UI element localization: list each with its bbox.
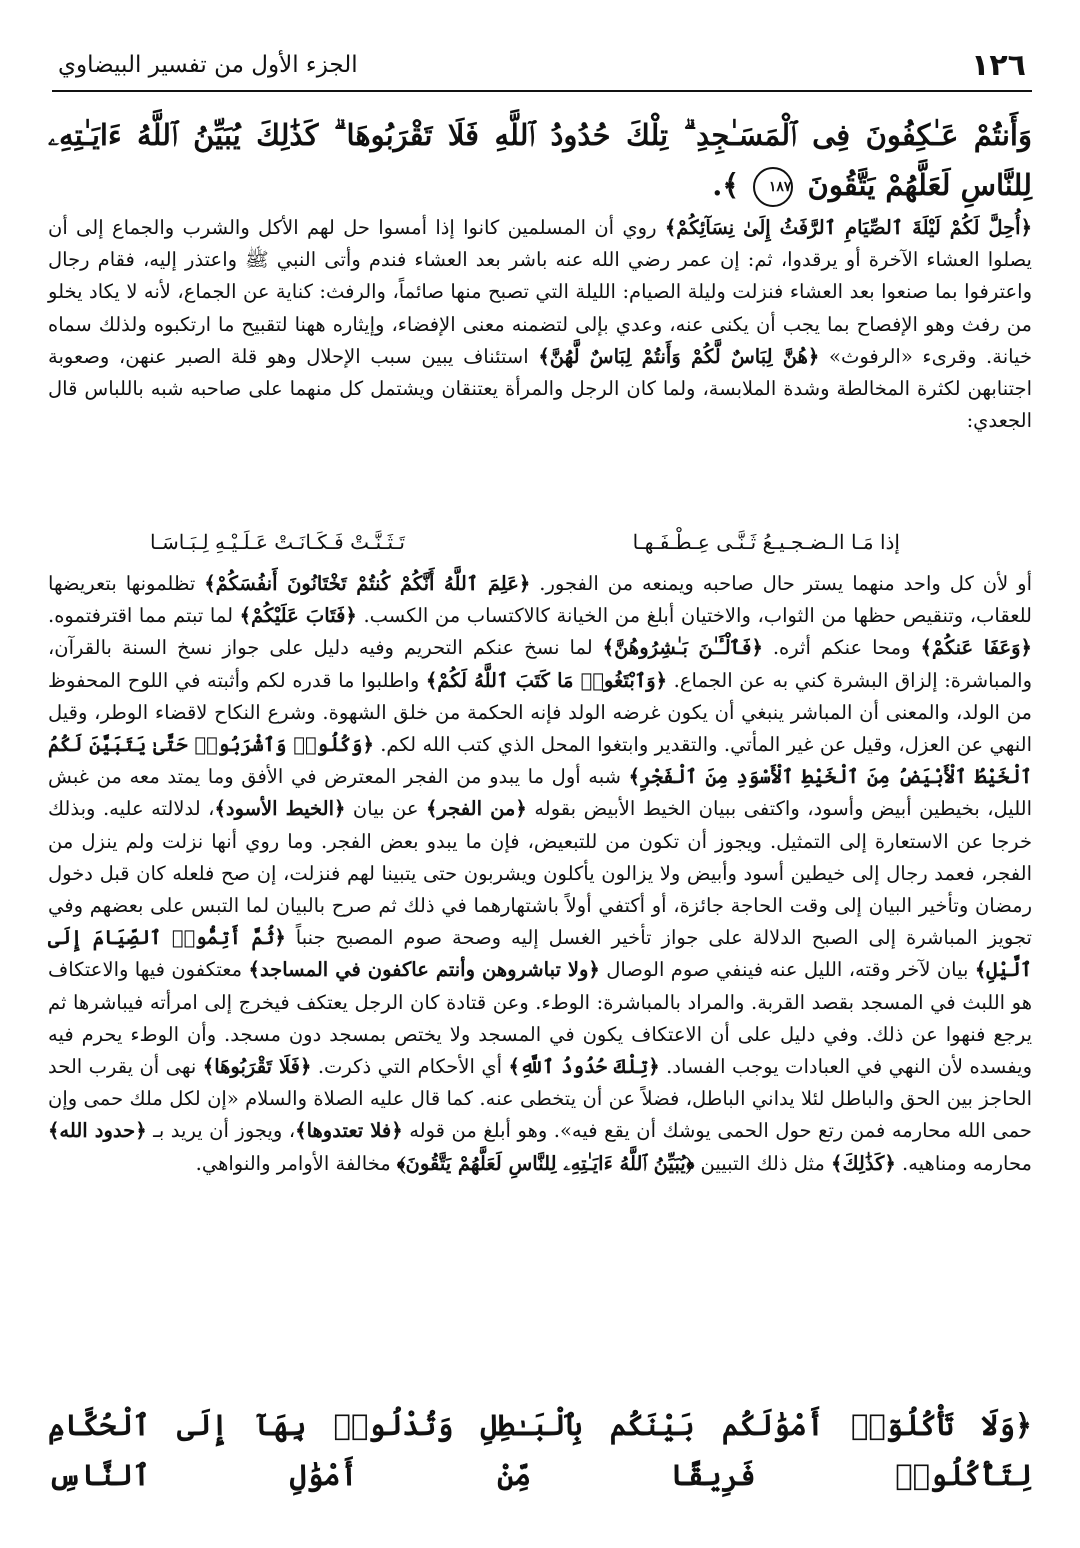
quoted-verse: ﴿فَلَا تَقْرَبُوهَا﴾ — [202, 1055, 312, 1079]
verse-top-text: وَأَنتُمْ عَـٰكِفُونَ فِى ٱلْمَسَـٰجِدِ ۗ تِلْكَ حُدُودُ ٱللَّهِ فَلَا تَقْرَبُوهَا ۗ كَذَٰلِكَ يُبَيِّنُ ٱللَّهُ ءَايَـٰتِهِۦ لِلنَّاسِ لَعَلَّهُمْ يَتَّقُونَ — [48, 118, 1032, 202]
commentary-text: أو لأن كل واحد منهما يستر حال صاحبه ويمنعه من الفجور. — [530, 572, 1033, 595]
commentary-text: لما تبتم مما اقترفتموه. — [48, 604, 240, 628]
commentary-text: عن بيان — [345, 797, 426, 821]
quoted-verse: ﴿وَعَفَا عَنكُمْ﴾ — [920, 636, 1032, 660]
quoted-verse: ﴿ولا تباشروهن وأنتم عاكفون في المساجد﴾ — [248, 958, 600, 982]
commentary-text: نهى أن يقرب الحد الحاجز بين الحق والباطل لئلا يداني الباطل، فضلاً عن أن يتخطى عنه. كما قال عليه الصلاة والسلام «إن لكل ملك حمى وإن حمى الله محارمه فمن رتع حول الحمى يوشك أن يقع فيه». وهو أبلغ من قوله — [48, 1055, 1032, 1143]
quoted-verse: ﴿من الفجر﴾ — [426, 797, 527, 821]
commentary-text: مخالفة الأوامر والنواهي. — [195, 1151, 397, 1175]
quoted-verse: ﴿ثُمَّ أَتِمُّوا۟ ٱلصِّيَامَ إِلَى ٱلَّيْلِ﴾ — [48, 926, 1032, 982]
quoted-verse: ﴿الخيط الأسود﴾ — [214, 797, 346, 821]
quoted-verse: ﴿وَٱبْتَغُوا۟ مَا كَتَبَ ٱللَّهُ لَكُمْ﴾ — [425, 668, 668, 692]
commentary-text: أي الأحكام التي ذكرت. — [311, 1055, 509, 1079]
quoted-verse: ﴿تِلْكَ حُدُودُ ٱللَّهِ﴾ — [508, 1055, 660, 1079]
commentary-text: ، لدلالته عليه. وبذلك خرجا عن الاستعارة إلى التمثيل. ويجوز أن تكون من للتبعيض، فإن ما يبدو بعض الفجر. وما روي أنها نزلت ولم ينزل من الفجر، فعمد رجال إلى خيطين أسود وأبيض ولا يزالون يأكلون ويشربون حتى يتبينا لهم فنزلت، إن صح فلعله كان قبل دخول رمضان وتأخير البيان إلى وقت الحاجة جائزة، أو أكتفي أولاً باشتهارهما في ذلك ثم صرح بالبيان لما التبس على بعضهم وفي تجويز المباشرة إلى الصبح الدلالة على جواز تأخير الغسل إليه وصحة صوم المصبح جنباً — [48, 797, 1032, 950]
quoted-verse: ﴿هُنَّ لِبَاسٌ لَّكُمْ وَأَنتُمْ لِبَاسٌ لَّهُنَّ﴾ — [538, 344, 820, 368]
commentary-text: لما نسخ عنكم التحريم وفيه دليل على جواز نسخ السنة بالقرآن، والمباشرة: إلزاق البشرة كني به عن الجماع. — [48, 636, 1032, 692]
quoted-verse: ﴿يُبَيِّنُ ٱللَّهُ ءَايَـٰتِهِۦ لِلنَّاسِ لَعَلَّهُمْ يَتَّقُونَ﴾ — [396, 1151, 695, 1175]
commentary-section-2 — [48, 568, 1032, 1180]
verse-top-closing: ﴾. — [712, 168, 740, 202]
commentary-text: ومحا عنكم أثره. — [762, 636, 921, 660]
quoted-verse: ﴿فلا تعتدوها﴾ — [295, 1119, 403, 1143]
commentary-section-1 — [48, 212, 1032, 437]
commentary-text: شبه أول ما يبدو من الفجر المعترض في الأفق وما يمتد معه من غبش الليل، بخيطين أبيض وأسود، واكتفى ببيان الخيط الأبيض بقوله — [48, 765, 1033, 821]
commentary-paragraph — [48, 212, 1032, 437]
quran-verse-top — [48, 110, 1032, 210]
quoted-verse: ﴿فَتَابَ عَلَيْكُمْ﴾ — [239, 604, 357, 628]
poem-hemistich-left: تَـثَـنَّـتْ فَـكَـانَـتْ عَـلَـيْـهِ لِـبَـاسَـا — [150, 530, 405, 554]
commentary-text: روي أن المسلمين كانوا إذا أمسوا حل لهم الأكل والشرب والجماع إلى أن يصلوا العشاء الآخرة أو يرقدوا، ثم: إن عمر رضي الله عنه باشر بعد العشاء فندم وأتى النبي ﷺ واعتذر إليه، فقام رجال واعترفوا بما صنعوا بعد العشاء فنزلت وليلة الصيام: الليلة التي تصبح منها صائماً، والرفث: كناية عن الجماع، لأنه لا يكاد يخلو من رفث وهو الإفصاح بما يجب أن يكنى عنه، وعدي بإلى لتضمنه معنى الإفضاء، وإيثاره ههنا لتقبيح ما ارتكبوه ولذلك سماه خيانة. وقرىء «الرفوث» — [48, 216, 1032, 368]
commentary-text: ، ويجوز أن يريد بـ — [146, 1119, 296, 1143]
commentary-text: استئناف يبين سبب الإحلال وهو قلة الصبر عنهن، وصعوبة اجتنابهن لكثرة المخالطة وشدة الملابسة، ولما كان الرجل والمرأة يعتنقان ويشتمل كل منهما على صاحبه شبه باللباس قال الجعدي: — [48, 344, 1032, 433]
quoted-verse: ﴿فَٱلْـَٔـٰنَ بَـٰشِرُوهُنَّ﴾ — [602, 636, 763, 660]
quoted-verse: ﴿كَذَٰلِكَ﴾ — [831, 1151, 896, 1175]
commentary-text: بيان لآخر وقته، الليل عنه فينفي صوم الوصال — [599, 958, 975, 982]
quoted-verse: ﴿أُحِلَّ لَكُمْ لَيْلَةَ ٱلصِّيَامِ ٱلرَّفَثُ إِلَىٰ نِسَآئِكُمْ﴾ — [664, 216, 1032, 239]
quoted-verse: ﴿وَكُلُوا۟ وَٱشْرَبُوا۟ حَتَّىٰ يَتَبَيَّنَ لَكُمُ ٱلْخَيْطُ ٱلْأَبْيَضُ مِنَ ٱلْخَيْطِ ٱلْأَسْوَدِ مِنَ ٱلْفَجْرِ﴾ — [48, 733, 1032, 789]
verse-bottom-text: ﴿وَلَا تَأْكُلُوٓا۟ أَمْوَٰلَكُم بَيْنَكُم بِٱلْبَـٰطِلِ وَتُدْلُوا۟ بِهَآ إِلَى ٱلْحُكَّامِ لِتَأْكُلُوا۟ فَرِيقًا مِّنْ أَمْوَٰلِ ٱلنَّاسِ — [48, 1408, 1032, 1492]
page-header — [52, 46, 1032, 92]
commentary-text: معتكفون فيها والاعتكاف هو اللبث في المسجد بقصد القربة. والمراد بالمباشرة: الوطء. وعن قتادة كان الرجل يعتكف فيخرج إلى امرأته فيباشرها ثم يرجع فنهوا عن ذلك. وفي دليل على أن الاعتكاف يكون في المسجد ولا يختص بمسجد دون مسجد. وأن الوطء يحرم فيه ويفسده لأن النهي في العبادات يوجب الفساد. — [48, 958, 1033, 1079]
commentary-paragraph — [48, 568, 1032, 1180]
quoted-verse: ﴿حدود الله﴾ — [48, 1119, 147, 1143]
ayah-number-badge: ١٨٧ — [753, 167, 793, 207]
commentary-text: واطلبوا ما قدره لكم وأثبته في اللوح المحفوظ من الولد، والمعنى أن المباشر ينبغي أن يكون غرضه الولد فإنه الحكمة من خلق الشهوة. وشرع النكاح لاقضاء الوطر، وقيل النهي عن العزل، وقيل عن غير المأتي. والتقدير وابتغوا المحل الذي كتب الله لكم. — [48, 668, 1033, 757]
commentary-text: مثل ذلك التبيين — [694, 1151, 832, 1175]
running-title: الجزء الأول من تفسير البيضاوي — [58, 52, 358, 78]
quoted-verse: ﴿عَلِمَ ٱللَّهُ أَنَّكُمْ كُنتُمْ تَخْتَانُونَ أَنفُسَكُمْ﴾ — [204, 572, 531, 595]
quran-verse-bottom — [48, 1400, 1032, 1500]
page-number: ١٢٦ — [971, 48, 1026, 83]
commentary-text: تظلمونها بتعريضها للعقاب، وتنقيص حظها من الثواب، والاختيان أبلغ من الخيانة كالاكتساب من الكسب. — [48, 572, 1033, 628]
commentary-text: محارمه ومناهيه. — [895, 1151, 1032, 1175]
poem-hemistich-right: إذا مَـا الـضـجـيـعُ ثَـنَّـى عِـطْـفَـهـا — [632, 530, 900, 554]
poem-verse — [150, 524, 900, 560]
